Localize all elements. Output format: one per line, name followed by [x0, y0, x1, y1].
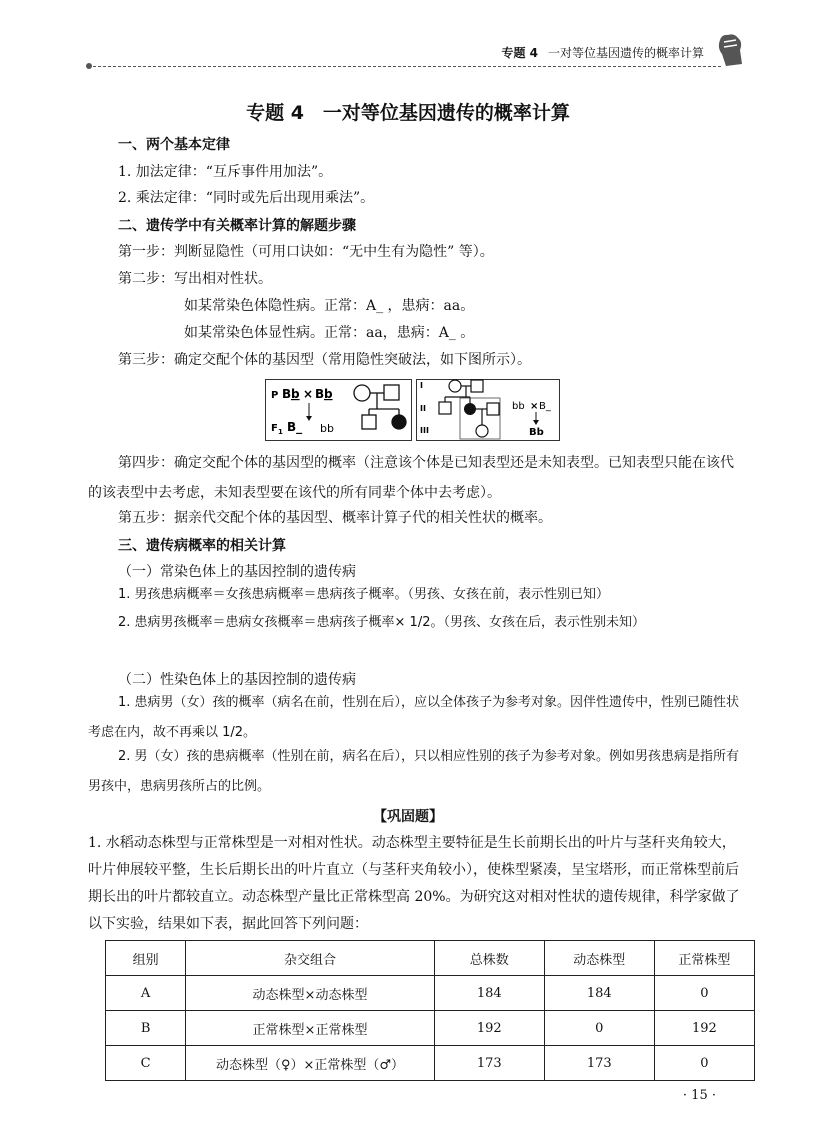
label-f-sub: 1 [278, 428, 283, 436]
subsection-2: （二）性染色体上的基因控制的遗传病 [118, 672, 356, 688]
table-cell: 动态株型×动态株型 [186, 976, 435, 1011]
allele-4: b [324, 387, 333, 401]
page-number: · 15 · [682, 1088, 716, 1103]
table-cell: A [106, 976, 186, 1011]
table-cell: 173 [434, 1046, 544, 1081]
running-header [501, 44, 704, 61]
pedigree-male-2 [362, 415, 376, 429]
s1-line-2: 2. 乘法定律：“同时或先后出现用乘法”。 [118, 190, 375, 206]
generation-3: III [420, 426, 429, 435]
label-p: P [271, 390, 279, 401]
table-header: 动态株型 [544, 941, 654, 976]
table-cell: 192 [654, 1011, 754, 1046]
step-2-example-2: 如某常染色体显性病。正常：aa，患病：A_ 。 [184, 325, 475, 341]
allele-2: b [291, 387, 300, 401]
table-header: 组别 [106, 941, 186, 976]
header-divider [88, 66, 721, 67]
page-title: 专题 4 一对等位基因遗传的概率计算 [246, 102, 570, 124]
table-cell: 184 [544, 976, 654, 1011]
pedigree-affected-female [392, 415, 406, 429]
header-topic: 专题 4 [501, 46, 538, 60]
table-cell: 184 [434, 976, 544, 1011]
cross-symbol-2: × [530, 401, 539, 412]
table-header: 总株数 [434, 941, 544, 976]
pedigree-female-1 [354, 385, 370, 401]
s3-a2: 2. 患病男孩概率＝患病女孩概率＝患病孩子概率× 1/2。（男孩、女孩在后，表示性别未知） [118, 615, 645, 630]
subsection-1: （一）常染色体上的基因控制的遗传病 [118, 564, 356, 580]
table-header: 正常株型 [654, 941, 754, 976]
table-cell: 0 [654, 1046, 754, 1081]
table-header: 杂交组合 [186, 941, 435, 976]
allele-1: B [282, 387, 292, 401]
step-5: 第五步：据亲代交配个体的基因型、概率计算子代的相关性状的概率。 [118, 510, 552, 526]
cross-symbol: × [303, 387, 314, 401]
pedigree-male-1 [384, 385, 399, 400]
s1-line-1: 1. 加法定律：“互斥事件用加法”。 [118, 164, 333, 180]
table-row [106, 1011, 755, 1046]
section-1-heading: 一、两个基本定律 [118, 137, 230, 153]
cross-parent-1: bb [512, 401, 525, 412]
cross-diagram [265, 379, 411, 441]
fist-icon [712, 30, 746, 70]
cross-result: Bb [529, 427, 544, 438]
step-2-example-1: 如某常染色体隐性病。正常：A_ ，患病：aa。 [184, 298, 475, 314]
step-2: 第二步：写出相对性状。 [118, 271, 272, 287]
table-cell: 192 [434, 1011, 544, 1046]
exercise-heading: 【巩固题】 [373, 809, 443, 825]
s3-b2: 2. 男（女）孩的患病概率（性别在前，病名在后），只以相应性别的孩子为参考对象。例如男孩患病是指所有男孩中，患病男孩所占的比例。 [88, 749, 740, 794]
header-title: 一对等位基因遗传的概率计算 [547, 46, 704, 60]
highlight-box [460, 398, 500, 439]
table-header-row [106, 941, 755, 976]
question-1: 1. 水稻动态株型与正常株型是一对相对性状。动态株型主要特征是生长前期长出的叶片与茎秆夹角较大，叶片伸展较平整，生长后期长出的叶片直立（与茎秆夹角较小），使株型紧凑，呈宝塔形，而正常株型前后期长出的叶片都较直立。动态株型产量比正常株型高 20%。为研究这对相对性状的遗传规律，科学家做了以下实验，结果如下表，据此回答下列问题： [88, 835, 740, 932]
s3-a1: 1. 男孩患病概率＝女孩患病概率＝患病孩子概率。（男孩、女孩在前，表示性别已知） [118, 587, 610, 602]
table-cell: B [106, 1011, 186, 1046]
table-cell: C [106, 1046, 186, 1081]
generation-2: II [420, 404, 426, 413]
f1-genotype-a: B_ [287, 420, 303, 434]
table-cell: 动态株型（♀）×正常株型（♂） [186, 1046, 435, 1081]
table-row [106, 976, 755, 1011]
step-1: 第一步：判断显隐性（可用口诀如：“无中生有为隐性” 等）。 [118, 244, 494, 260]
arrow-head [306, 416, 312, 421]
label-f: F [271, 423, 278, 434]
cross-parent-2: B_ [539, 401, 551, 412]
allele-3: B [315, 387, 325, 401]
generation-1: I [420, 381, 423, 390]
step-3: 第三步：确定交配个体的基因型（常用隐性突破法，如下图所示）。 [118, 352, 531, 368]
s3-b1: 1. 患病男（女）孩的概率（病名在前，性别在后），应以全体孩子为参考对象。因伴性遗传中，性别已随性状考虑在内，故不再乘以 1/2。 [88, 695, 740, 740]
table-cell: 173 [544, 1046, 654, 1081]
table-cell: 0 [544, 1011, 654, 1046]
section-2-heading: 二、遗传学中有关概率计算的解题步骤 [118, 218, 356, 234]
step-4: 第四步：确定交配个体的基因型的概率（注意该个体是已知表型还是未知表型。已知表型只能在该代的该表型中去考虑，未知表型要在该代的所有同辈个体中去考虑）。 [88, 455, 734, 501]
table-cell: 0 [654, 976, 754, 1011]
pedigree-diagram [416, 379, 559, 441]
table-cell: 正常株型×正常株型 [186, 1011, 435, 1046]
table-row [106, 1046, 755, 1081]
f1-genotype-b: bb [320, 422, 334, 435]
results-table [105, 940, 755, 1081]
section-3-heading: 三、遗传病概率的相关计算 [118, 538, 286, 554]
